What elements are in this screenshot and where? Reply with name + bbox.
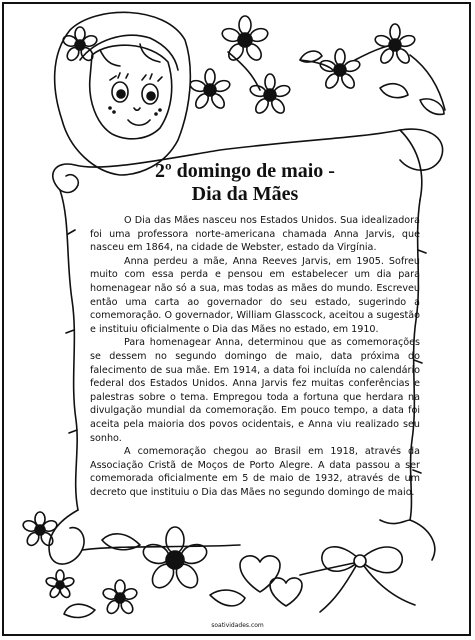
paragraph: Para homenagear Anna, determinou que as comemorações se dessem no segundo domingo de maio, data próxima do falecimento de sua mãe. Em 1914, a data foi incluída no calendário federal dos Estados Unidos. Anna Jarvis fez muitas conferências e palestras sobre o tema. Empregou toda a fortuna que herdara na divulgação mundial da comemoração. Em pouco tempo, a data foi aceita pela maioria dos povos ocidentais, e Anna viu realizado seu sonho.	[90, 337, 420, 444]
bottom-decoration	[22, 512, 415, 617]
paragraph: O Dia das Mães nasceu nos Estados Unidos. Sua idealizadora foi uma professora norte-americana chamada Anna Jarvis, que nasceu em 1864, na cidade de Webster, estado da Virgínia.	[90, 215, 420, 254]
top-flowers	[189, 16, 445, 115]
paragraph: Anna perdeu a mãe, Anna Reeves Jarvis, em 1905. Sofreu muito com essa perda e pensou em estabelecer um dia para homenagear não só a sua, mas todas as mães do mundo. Escreveu então uma carta ao governador do seu estado, sugerindo a comemoração. O governador, William Glasscock, aceitou a sugestão e instituiu oficialmente o Dia das Mães no estado, em 1910.	[90, 255, 420, 335]
page-title	[120, 160, 370, 206]
paragraph: A comemoração chegou ao Brasil em 1918, através da Associação Cristã de Moços de Porto Alegre. A data passou a ser comemorada oficialmente em 5 de maio de 1932, através de um decreto que instituiu o Dia das Mães no segundo domingo de maio.	[90, 446, 420, 498]
title-line-2: Dia da Mães	[191, 183, 299, 205]
site-watermark: soatividades.com	[211, 622, 264, 629]
girl-illustration	[55, 12, 191, 175]
article-body	[90, 214, 420, 499]
title-line-1: 2º domingo de maio -	[155, 160, 335, 182]
